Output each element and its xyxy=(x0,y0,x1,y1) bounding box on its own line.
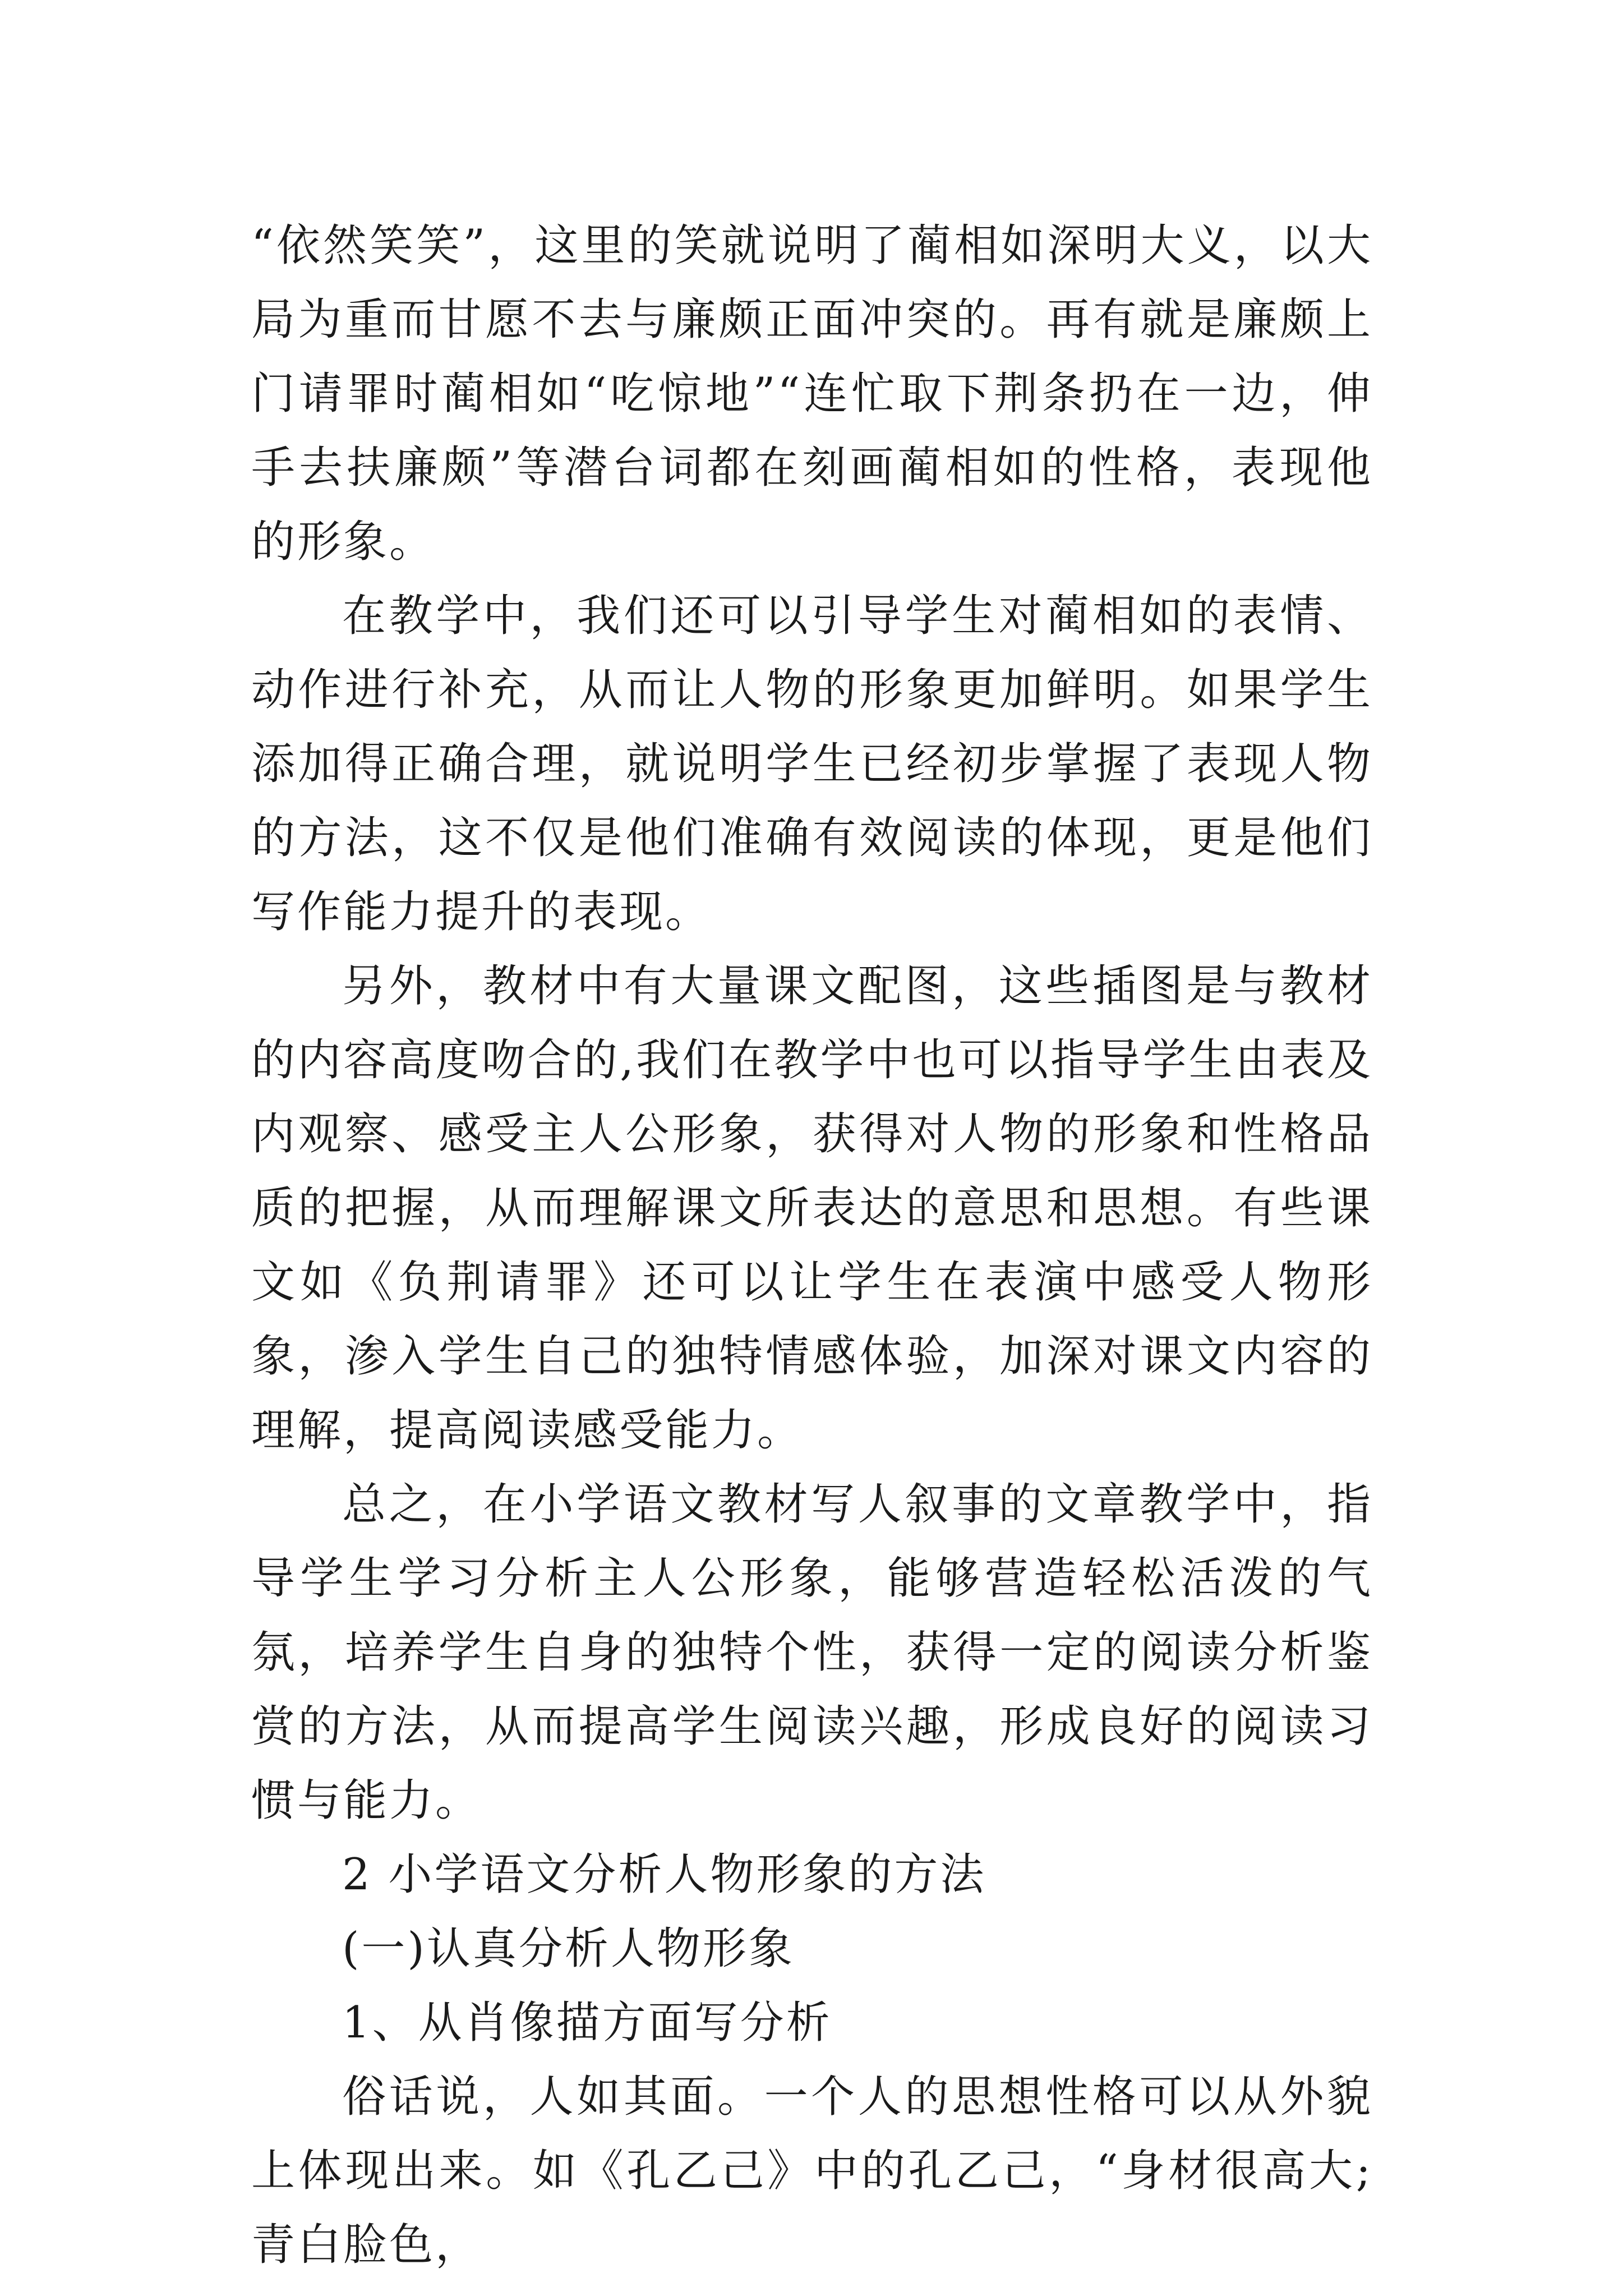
subsubsection-heading: 1、从肖像描方面写分析 xyxy=(342,1998,832,2048)
section-heading: 2 小学语文分析人物形象的方法 xyxy=(342,1849,986,1900)
paragraph-4: 总之，在小学语文教材写人叙事的文章教学中，指导学生学习分析主人公形象，能够营造轻松活泼的气氛，培养学生自身的独特个性，获得一定的阅读分析鉴赏的方法，从而提高学生阅读兴趣，形成良好的阅读习惯与能力。 xyxy=(251,1479,1373,1826)
paragraph-1: “依然笑笑”，这里的笑就说明了蔺相如深明大义，以大局为重而甘愿不去与廉颇正面冲突的。再有就是廉颇上门请罪时蔺相如“吃惊地”“连忙取下荆条扔在一边，伸手去扶廉颇”等潜台词都在刻画蔺相如的性格，表现他的形象。 xyxy=(251,220,1373,567)
subsection-heading: (一)认真分析人物形象 xyxy=(342,1924,795,1974)
paragraph-5: 俗话说，人如其面。一个人的思想性格可以从外貌上体现出来。如《孔乙己》中的孔乙己，“身材很高大;青白脸色， xyxy=(251,2072,1373,2270)
paragraph-3: 另外，教材中有大量课文配图，这些插图是与教材的内容高度吻合的,我们在教学中也可以指导学生由表及内观察、感受主人公形象，获得对人物的形象和性格品质的把握，从而理解课文所表达的意思和思想。有些课文如《负荆请罪》还可以让学生在表演中感受人物形象，渗入学生自己的独特情感体验，加深对课文内容的理解，提高阅读感受能力。 xyxy=(251,961,1373,1456)
paragraph-2: 在教学中，我们还可以引导学生对蔺相如的表情、动作进行补充，从而让人物的形象更加鲜明。如果学生添加得正确合理，就说明学生已经初步掌握了表现人物的方法，这不仅是他们准确有效阅读的体现，更是他们写作能力提升的表现。 xyxy=(251,591,1373,937)
document-body xyxy=(251,209,1373,2282)
